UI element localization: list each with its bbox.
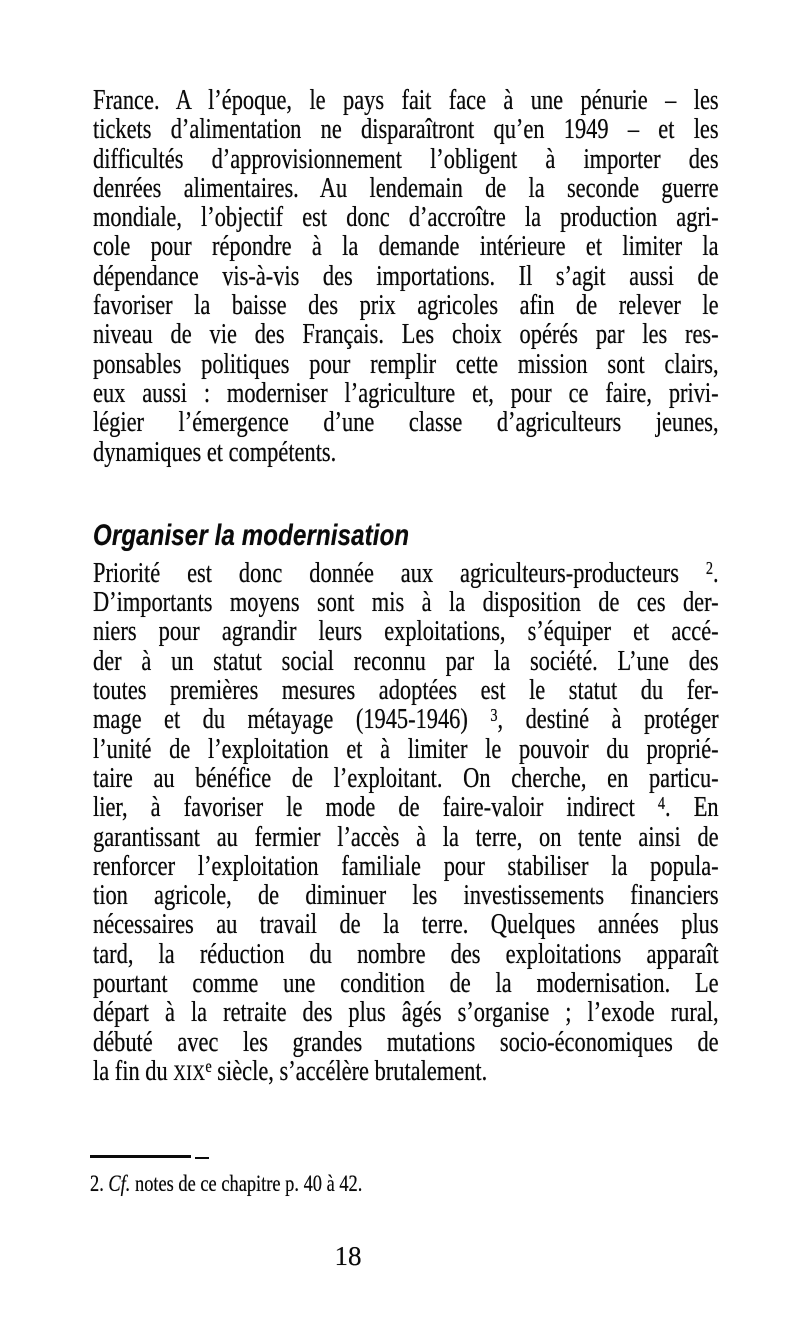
text-line: difficultés d’approvisionnement l’obligent à importer des	[93, 143, 719, 175]
text-line: ponsables politiques pour remplir cette mission sont clairs,	[93, 348, 719, 380]
text-line: France. A l’époque, le pays fait face à une pénurie – les	[93, 85, 719, 116]
paragraph-opening	[93, 86, 719, 467]
superscript-note-ref: e	[205, 1056, 212, 1077]
superscript-note-ref: 3	[490, 704, 498, 725]
text-line: eux aussi : moderniser l’agriculture et, pour ce faire, privi-	[93, 377, 719, 409]
text-line: tard, la réduction du nombre des exploitations apparaît	[93, 938, 719, 970]
text-line: taire au bénéfice de l’exploitant. On cherche, en particu-	[93, 762, 719, 794]
text-line: légier l’émergence d’une classe d’agriculteurs jeunes,	[93, 407, 719, 439]
text-line: mage et du métayage (1945-1946) $^3$, destiné à protéger	[93, 704, 719, 736]
footnote-divider	[90, 1155, 191, 1158]
text-line: dépendance vis-à-vis des importations. Il s’agit aussi de	[93, 260, 719, 292]
paragraph-modernisation	[93, 559, 719, 1088]
text-line: pourtant comme une condition de la modernisation. Le	[93, 968, 719, 1000]
text-line: cole pour répondre à la demande intérieure et limiter la	[93, 231, 719, 263]
page-number: 18	[334, 1241, 362, 1271]
text-line: toutes premières mesures adoptées est le statut du fer-	[93, 675, 719, 707]
text-line: tickets d’alimentation ne disparaîtront qu’en 1949 – et les	[93, 114, 719, 146]
italic-text: Cf.	[108, 1171, 131, 1196]
footnote: 2. Cf. notes de ce chapitre p. 40 à 42.	[90, 1171, 363, 1196]
text-block	[93, 86, 719, 1088]
text-line: l’unité de l’exploitation et à limiter le pouvoir du proprié-	[93, 733, 719, 765]
text-line: favoriser la baisse des prix agricoles afin de relever le	[93, 290, 719, 322]
footnote-divider-dash	[195, 1157, 209, 1159]
superscript-note-ref: 4	[657, 792, 666, 813]
text-line: garantissant au fermier l’accès à la terre, on tente ainsi de	[93, 821, 719, 853]
text-line: la fin du XIXe siècle, s’accélère brutalement.	[93, 1055, 488, 1087]
text-line: nécessaires au travail de la terre. Quelques années plus	[93, 909, 719, 941]
text-line: dynamiques et compétents.	[93, 436, 337, 468]
text-line: lier, à favoriser le mode de faire-valoir indirect $^4$. En	[93, 792, 719, 824]
text-line: niers pour agrandir leurs exploitations, s’équiper et accé-	[93, 616, 719, 648]
text-line: D’importants moyens sont mis à la disposition de ces der-	[93, 587, 719, 619]
text-line: Priorité est donc donnée aux agriculteurs-producteurs $^2$.	[93, 557, 719, 589]
text-line: der à un statut social reconnu par la société. L’une des	[93, 645, 719, 677]
text-line: tion agricole, de diminuer les investissements financiers	[93, 880, 719, 912]
text-line: niveau de vie des Français. Les choix opérés par les res-	[93, 319, 719, 351]
text-line: denrées alimentaires. Au lendemain de la seconde guerre	[93, 172, 719, 204]
text-line: renforcer l’exploitation familiale pour stabiliser la popula-	[93, 850, 719, 882]
text-line: départ à la retraite des plus âgés s’organise ; l’exode rural,	[93, 997, 719, 1029]
section-heading: Organiser la modernisation	[93, 518, 410, 552]
superscript-note-ref: 2	[705, 558, 713, 579]
small-caps-numeral: XIX	[173, 1060, 206, 1085]
text-line: débuté avec les grandes mutations socio-économiques de	[93, 1026, 719, 1058]
text-line: mondiale, l’objectif est donc d’accroître la production agri-	[93, 202, 719, 234]
